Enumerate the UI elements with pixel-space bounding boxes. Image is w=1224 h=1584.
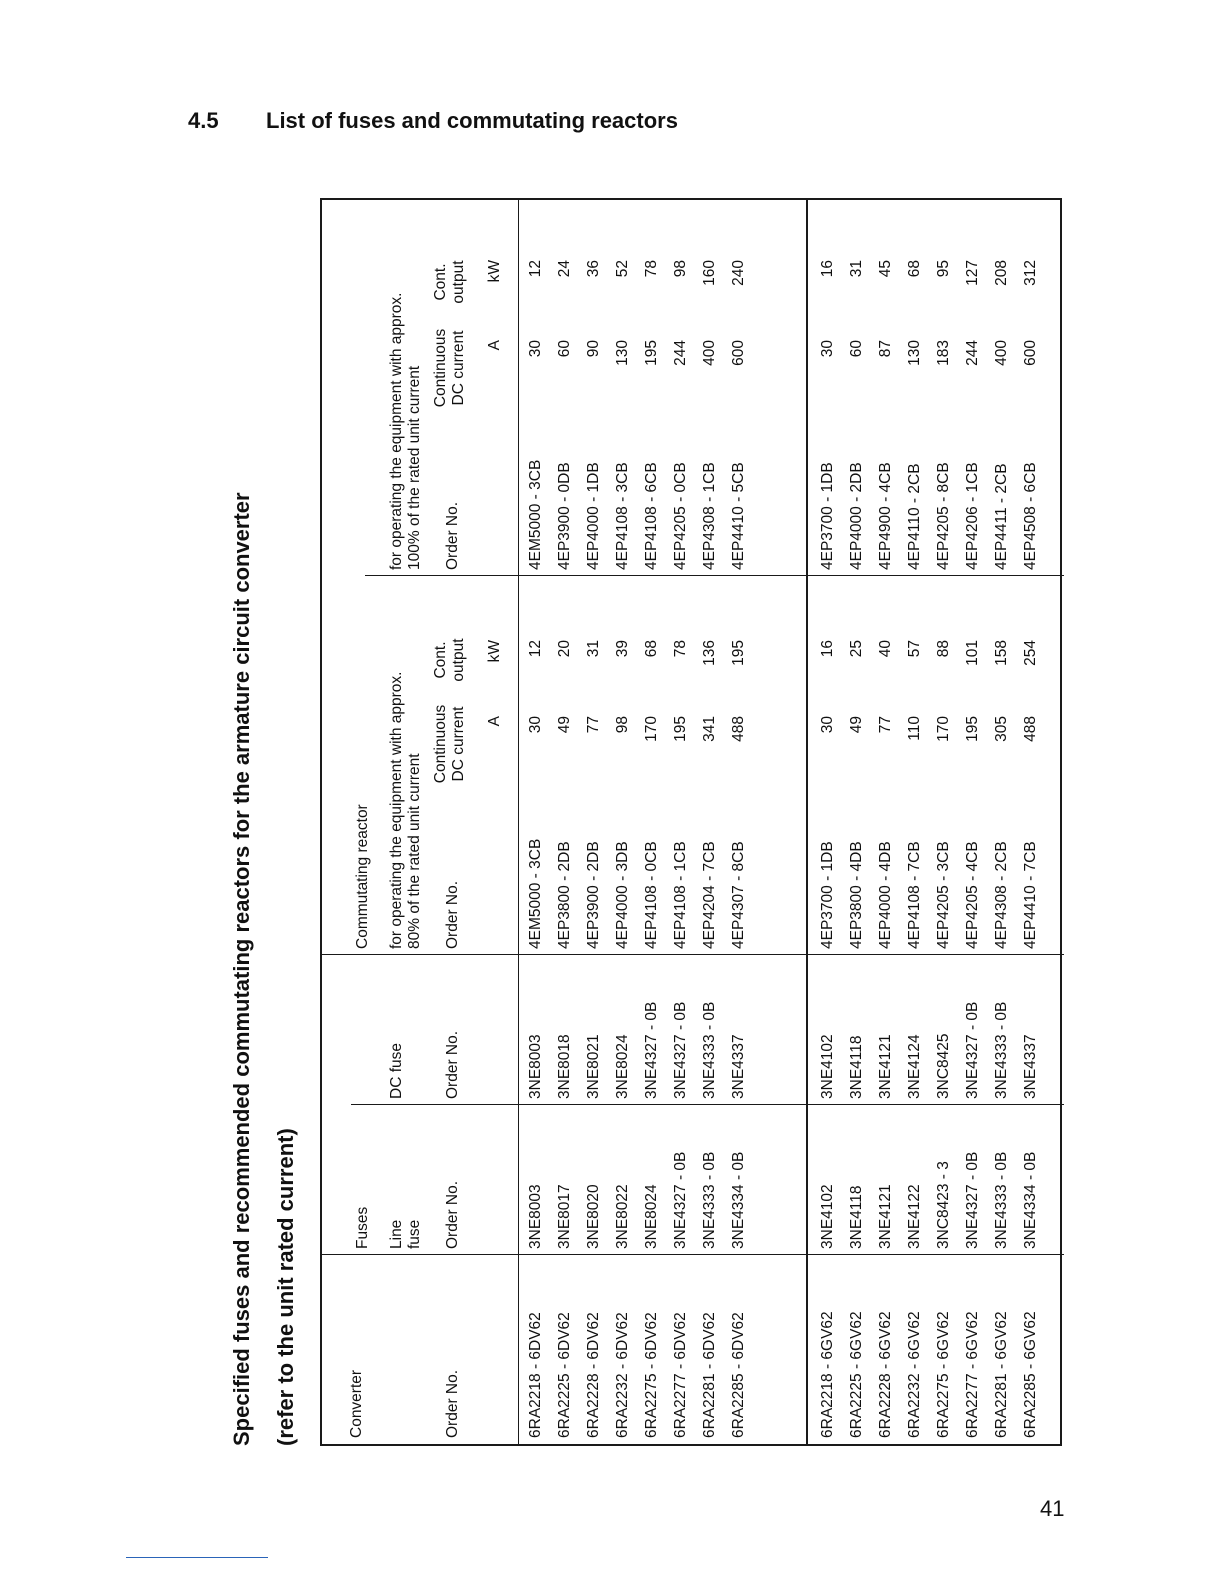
cell-r100-order: 4EP4205 - 0CB [672,462,689,570]
cell-r100-order: 4EP4206 - 1CB [964,462,981,570]
cell-r100-a: 244 [964,340,981,366]
cell-r80-kw: 16 [819,640,836,658]
cell-dc-fuse: 3NE4337 [730,1034,747,1099]
cell-dc-fuse: 3NE4327 - 0B [672,1001,689,1099]
cell-line-fuse: 3NE4327 - 0B [964,1151,981,1249]
cell-line-fuse: 3NE4118 [848,1185,865,1249]
cell-dc-fuse: 3NC8425 [935,1033,952,1099]
cell-dc-fuse: 3NE4327 - 0B [643,1001,660,1099]
header-100-output-2: output [450,260,467,304]
cell-r100-a: 400 [993,340,1010,366]
cell-dc-fuse: 3NE4118 [848,1035,865,1099]
cell-r80-kw: 39 [614,640,631,658]
cell-converter: 6RA2232 - 6GV62 [906,1311,923,1438]
header-fuses: Fuses [354,1206,371,1249]
cell-r100-order: 4EP4000 - 1DB [585,462,602,570]
table-row [551,200,580,1444]
cell-r100-kw: 240 [730,260,747,286]
cell-r80-a: 195 [964,716,981,742]
cell-r80-kw: 101 [964,640,981,666]
cell-line-fuse: 3NE8022 [614,1184,631,1249]
cell-r100-kw: 208 [993,260,1010,286]
cell-r100-kw: 160 [701,260,718,286]
cell-r80-kw: 57 [906,640,923,658]
cell-r100-kw: 98 [672,260,689,278]
header-line-fuse-order: Order No. [444,1180,461,1249]
header-100-line2: 100% of the rated unit current [406,365,423,570]
cell-line-fuse: 3NE4122 [906,1184,923,1249]
cell-r100-order: 4EP4308 - 1CB [701,462,718,570]
header-80-unit-a: A [486,716,503,727]
header-80-order: Order No. [444,880,461,949]
cell-r80-order: 4EP3800 - 4DB [848,841,865,949]
cell-dc-fuse: 3NE4333 - 0B [701,1001,718,1099]
cell-r100-kw: 16 [819,260,836,278]
cell-r100-kw: 36 [585,260,602,278]
cell-r100-kw: 78 [643,260,660,278]
cell-r100-order: 4EP4110 - 2CB [906,463,923,570]
header-100-unit-kw: kW [486,260,503,283]
cell-r80-kw: 88 [935,640,952,658]
header-80-dc-current-1: Continuous [432,704,449,784]
table-row [638,200,667,1444]
cell-dc-fuse: 3NE4124 [906,1034,923,1099]
table-row [696,200,725,1444]
cell-r80-order: 4EP3700 - 1DB [819,841,836,949]
header-80-dc-current-2: DC current [450,706,467,782]
cell-dc-fuse: 3NE4327 - 0B [964,1001,981,1099]
table-row [959,200,988,1444]
section-number: 4.5 [188,108,219,133]
cell-r100-a: 195 [643,340,660,366]
cell-r100-order: 4EP4508 - 6CB [1022,462,1039,570]
cell-line-fuse: 3NE4102 [819,1184,836,1249]
cell-r80-a: 98 [614,716,631,734]
cell-line-fuse: 3NC8423 - 3 [935,1161,952,1249]
cell-converter: 6RA2277 - 6GV62 [964,1311,981,1438]
cell-r100-kw: 31 [848,260,865,278]
header-line-fuse: Line fuse [388,1219,423,1249]
cell-r100-a: 30 [527,340,544,358]
cell-r80-kw: 31 [585,640,602,658]
cell-r100-a: 60 [848,340,865,358]
cell-converter: 6RA2232 - 6DV62 [614,1312,631,1438]
cell-r80-a: 77 [877,716,894,734]
cell-dc-fuse: 3NE8018 [556,1034,573,1099]
cell-r80-a: 77 [585,716,602,734]
cell-r80-order: 4EP3900 - 2DB [585,841,602,949]
table-row [901,200,930,1444]
cell-dc-fuse: 3NE4337 [1022,1034,1039,1099]
header-100-line1: for operating the equipment with approx. [388,292,405,570]
cell-converter: 6RA2281 - 6GV62 [993,1311,1010,1438]
cell-r100-order: 4EP4205 - 8CB [935,462,952,570]
cell-r100-kw: 52 [614,260,631,278]
cell-r80-a: 341 [701,716,718,742]
cell-converter: 6RA2218 - 6DV62 [527,1312,544,1438]
table-row [988,200,1017,1444]
cell-dc-fuse: 3NE8003 [527,1034,544,1099]
cell-r80-order: 4EP4108 - 7CB [906,841,923,949]
cell-r80-kw: 20 [556,640,573,658]
cell-r80-a: 195 [672,716,689,742]
cell-converter: 6RA2285 - 6GV62 [1022,1311,1039,1438]
cell-r80-a: 49 [848,716,865,734]
cell-r80-order: 4EP4108 - 0CB [643,841,660,949]
cell-converter: 6RA2225 - 6GV62 [848,1311,865,1438]
cell-r80-a: 30 [819,716,836,734]
cell-r100-order: 4EP4108 - 6CB [643,462,660,570]
table-row [609,200,638,1444]
page-number: 41 [1040,1496,1065,1521]
cell-r100-a: 90 [585,340,602,358]
cell-r80-order: 4EP4000 - 4DB [877,841,894,949]
cell-r100-a: 130 [614,340,631,366]
cell-dc-fuse: 3NE8024 [614,1034,631,1099]
cell-r80-kw: 12 [527,640,544,658]
cell-r80-kw: 158 [993,640,1010,666]
table-row [872,200,901,1444]
cell-r100-kw: 68 [906,260,923,278]
header-100-dc-current-2: DC current [450,330,467,406]
cell-r100-a: 400 [701,340,718,366]
header-converter: Converter [348,1369,365,1438]
section-title: List of fuses and commutating reactors [266,108,678,133]
cell-r100-kw: 127 [964,260,981,286]
cell-r80-order: 4EP4308 - 2CB [993,841,1010,949]
cell-r100-order: 4EP4108 - 3CB [614,462,631,570]
cell-r100-a: 87 [877,340,894,358]
cell-r80-kw: 25 [848,640,865,658]
cell-r100-kw: 45 [877,260,894,278]
cell-r80-order: 4EP4108 - 1CB [672,841,689,949]
header-100-dc-current-1: Continuous [432,328,449,408]
cell-r80-a: 30 [527,716,544,734]
cell-line-fuse: 3NE8003 [527,1184,544,1249]
footnote-rule [126,1557,268,1558]
cell-r100-kw: 312 [1022,260,1039,286]
header-80-line1: for operating the equipment with approx. [388,671,405,949]
cell-r80-order: 4EM5000 - 3CB [527,838,544,949]
header-80-unit-kw: kW [486,640,503,663]
header-commutating-reactor: Commutating reactor [354,804,371,949]
cell-r80-order: 4EP4410 - 7CB [1022,841,1039,949]
cell-r80-a: 305 [993,716,1010,742]
table-caption: Specified fuses and recommended commutating reactors for the armature circuit converter [229,492,254,1446]
cell-line-fuse: 3NE8017 [556,1184,573,1249]
cell-line-fuse: 3NE4334 - 0B [1022,1151,1039,1249]
table-row [930,200,959,1444]
cell-r80-order: 4EP4000 - 3DB [614,841,631,949]
cell-converter: 6RA2285 - 6DV62 [730,1312,747,1438]
cell-r80-a: 170 [935,716,952,742]
header-100-order: Order No. [444,501,461,570]
cell-r100-a: 600 [730,340,747,366]
cell-r100-a: 130 [906,340,923,366]
section-header [188,108,678,134]
cell-r100-a: 244 [672,340,689,366]
cell-converter: 6RA2275 - 6GV62 [935,1311,952,1438]
header-dc-fuse: DC fuse [388,1043,405,1099]
cell-line-fuse: 3NE4327 - 0B [672,1151,689,1249]
cell-r80-a: 110 [906,716,923,741]
cell-r80-kw: 195 [730,640,747,666]
cell-r80-kw: 68 [643,640,660,658]
cell-r100-order: 4EP3900 - 0DB [556,462,573,570]
rule-header-body [518,200,519,1444]
cell-r80-order: 4EP3800 - 2DB [556,841,573,949]
cell-r100-a: 600 [1022,340,1039,366]
cell-r80-kw: 40 [877,640,894,658]
cell-dc-fuse: 3NE8021 [585,1034,602,1099]
cell-r80-a: 488 [730,716,747,742]
cell-r100-a: 60 [556,340,573,358]
table-row [843,200,872,1444]
cell-converter: 6RA2228 - 6DV62 [585,1312,602,1438]
header-80-output-2: output [450,638,467,682]
cell-r80-kw: 254 [1022,640,1039,666]
header-converter-order: Order No. [444,1369,461,1438]
cell-converter: 6RA2281 - 6DV62 [701,1312,718,1438]
cell-r100-a: 30 [819,340,836,358]
cell-r80-order: 4EP4204 - 7CB [701,841,718,949]
cell-r80-order: 4EP4307 - 8CB [730,841,747,949]
header-80-output-1: Cont. [432,641,449,679]
cell-line-fuse: 3NE8020 [585,1184,602,1249]
rotated-table-block [229,198,1063,1446]
cell-dc-fuse: 3NE4333 - 0B [993,1001,1010,1099]
cell-dc-fuse: 3NE4121 [877,1034,894,1099]
cell-r80-a: 488 [1022,716,1039,742]
cell-r100-kw: 12 [527,260,544,278]
header-100-unit-a: A [486,340,503,351]
cell-r100-order: 4EP4900 - 4CB [877,462,894,570]
cell-r100-order: 4EM5000 - 3CB [527,459,544,570]
cell-r100-order: 4EP4410 - 5CB [730,462,747,570]
cell-r80-order: 4EP4205 - 4CB [964,841,981,949]
header-80-line2: 80% of the rated unit current [406,753,423,949]
table-row [725,200,754,1444]
cell-r80-kw: 136 [701,640,718,666]
cell-converter: 6RA2225 - 6DV62 [556,1312,573,1438]
cell-r80-a: 170 [643,716,660,742]
table-caption-subtitle: (refer to the unit rated current) [273,1128,298,1446]
cell-converter: 6RA2277 - 6DV62 [672,1312,689,1438]
cell-r100-kw: 24 [556,260,573,278]
cell-r100-order: 4EP4411 - 2CB [993,463,1010,570]
cell-converter: 6RA2218 - 6GV62 [819,1311,836,1438]
cell-dc-fuse: 3NE4102 [819,1034,836,1099]
table-row [814,200,843,1444]
cell-converter: 6RA2275 - 6DV62 [643,1312,660,1438]
cell-r100-order: 4EP3700 - 1DB [819,462,836,570]
cell-r80-a: 49 [556,716,573,734]
fuses-reactors-table [320,198,1062,1446]
header-100-output-1: Cont. [432,263,449,301]
cell-line-fuse: 3NE8024 [643,1184,660,1249]
table-row [522,200,551,1444]
table-row [1017,200,1046,1444]
cell-line-fuse: 3NE4121 [877,1184,894,1249]
cell-r80-order: 4EP4205 - 3CB [935,841,952,949]
table-row [667,200,696,1444]
cell-r100-kw: 95 [935,260,952,278]
cell-converter: 6RA2228 - 6GV62 [877,1311,894,1438]
cell-r80-kw: 78 [672,640,689,658]
cell-line-fuse: 3NE4333 - 0B [993,1151,1010,1249]
rule-group-separator [806,200,808,1444]
cell-r100-a: 183 [935,340,952,366]
table-row [580,200,609,1444]
cell-r100-order: 4EP4000 - 2DB [848,462,865,570]
cell-line-fuse: 3NE4334 - 0B [730,1151,747,1249]
cell-line-fuse: 3NE4333 - 0B [701,1151,718,1249]
header-dc-fuse-order: Order No. [444,1030,461,1099]
